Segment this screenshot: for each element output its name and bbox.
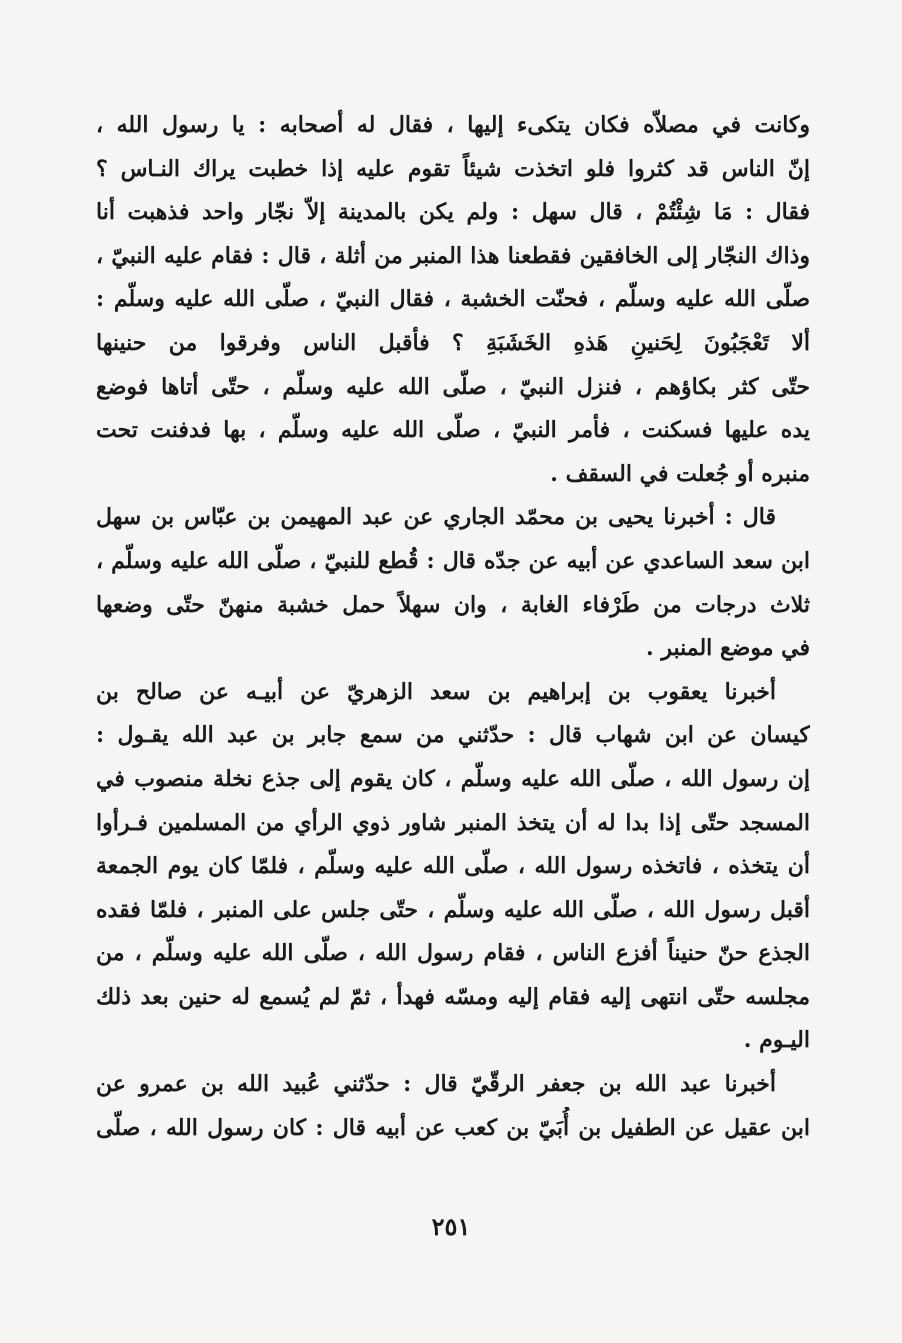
text-line-2: إنّ الناس قد كثروا فلو اتخذت شيئاً تقوم عليه إذا خطبت يراك النـاس ؟ <box>96 155 810 182</box>
text-line-8: يده عليها فسكنت ، فأمر النبيّ ، صلّى الله عليه وسلّم ، بها فدفنت تحت <box>96 417 810 444</box>
text-line-7: حتّى كثر بكاؤهم ، فنزل النبيّ ، صلّى الله عليه وسلّم ، حتّى أتاها فوضع <box>96 373 810 400</box>
body-text <box>96 104 810 1150</box>
text-line-1: وكانت في مصلاّه فكان يتكىء إليها ، فقال له أصحابه : يا رسول الله ، <box>96 112 810 138</box>
text-line-22: اليـوم . <box>743 1027 810 1054</box>
text-line-15: كيسان عن ابن شهاب قال : حدّثني من سمع جابر بن عبد الله يقـول : <box>96 722 810 749</box>
text-line-4: وذاك النجّار إلى الخافقين فقطعنا هذا المنبر من أثلة ، قال : فقام عليه النبيّ ، <box>96 242 810 269</box>
text-line-9: منبره أو جُعلت في السقف . <box>550 460 810 487</box>
text-line-18: أن يتخذه ، فاتخذه رسول الله ، صلّى الله عليه وسلّم ، فلمّا كان يوم الجمعة <box>96 853 810 880</box>
text-line-17: المسجد حتّى إذا بدا له أن يتخذ المنبر شاور ذوي الرأي من المسلمين فـرأوا <box>96 809 810 836</box>
text-line-24: ابن عقيل عن الطفيل بن أُبَيّ بن كعب عن أبيه قال : كان رسول الله ، صلّى <box>96 1114 810 1141</box>
text-line-13: في موضع المنبر . <box>646 635 810 662</box>
text-line-14: أخبرنا يعقوب بن إبراهيم بن سعد الزهريّ عن أبيـه عن صالح بن <box>96 678 776 705</box>
page-number: ٢٥١ <box>431 1212 471 1241</box>
text-line-3: فقال : مَا شِئْتُمْ ، قال سهل : ولم يكن بالمدينة إلاّ نجّار واحد فذهبت أنا <box>96 199 810 226</box>
text-line-21: مجلسه حتّى انتهى إليه فقام إليه ومسّه فهدأ ، ثمّ لم يُسمع له حنين بعد ذلك <box>96 983 810 1010</box>
text-line-12: ثلاث درجات من طَرْفاء الغابة ، وان سهلاً حمل خشبة منهنّ حتّى وضعها <box>96 591 810 618</box>
text-line-10: قال : أخبرنا يحيى بن محمّد الجاري عن عبد المهيمن بن عبّاس بن سهل <box>96 504 776 531</box>
text-line-5: صلّى الله عليه وسلّم ، فحنّت الخشبة ، فقال النبيّ ، صلّى الله عليه وسلّم : <box>96 286 810 313</box>
text-line-11: ابن سعد الساعدي عن أبيه عن جدّه قال : قُطع للنبيّ ، صلّى الله عليه وسلّم ، <box>96 547 810 574</box>
text-line-16: إن رسول الله ، صلّى الله عليه وسلّم ، كان يقوم إلى جذع نخلة منصوب في <box>96 765 810 792</box>
text-line-19: أقبل رسول الله ، صلّى الله عليه وسلّم ، حتّى جلس على المنبر ، فلمّا فقده <box>96 896 810 923</box>
text-line-23: أخبرنا عبد الله بن جعفر الرقّيّ قال : حدّثني عُبيد الله بن عمرو عن <box>96 1071 776 1098</box>
text-line-20: الجذع حنّ حنيناً أفزع الناس ، فقام رسول الله ، صلّى الله عليه وسلّم ، من <box>96 940 810 967</box>
text-line-6: ألا تَعْجَبُونَ لِحَنينِ هَذهِ الخَشَبَةِ ؟ فأقبل الناس وفرقوا من حنينها <box>96 329 810 356</box>
